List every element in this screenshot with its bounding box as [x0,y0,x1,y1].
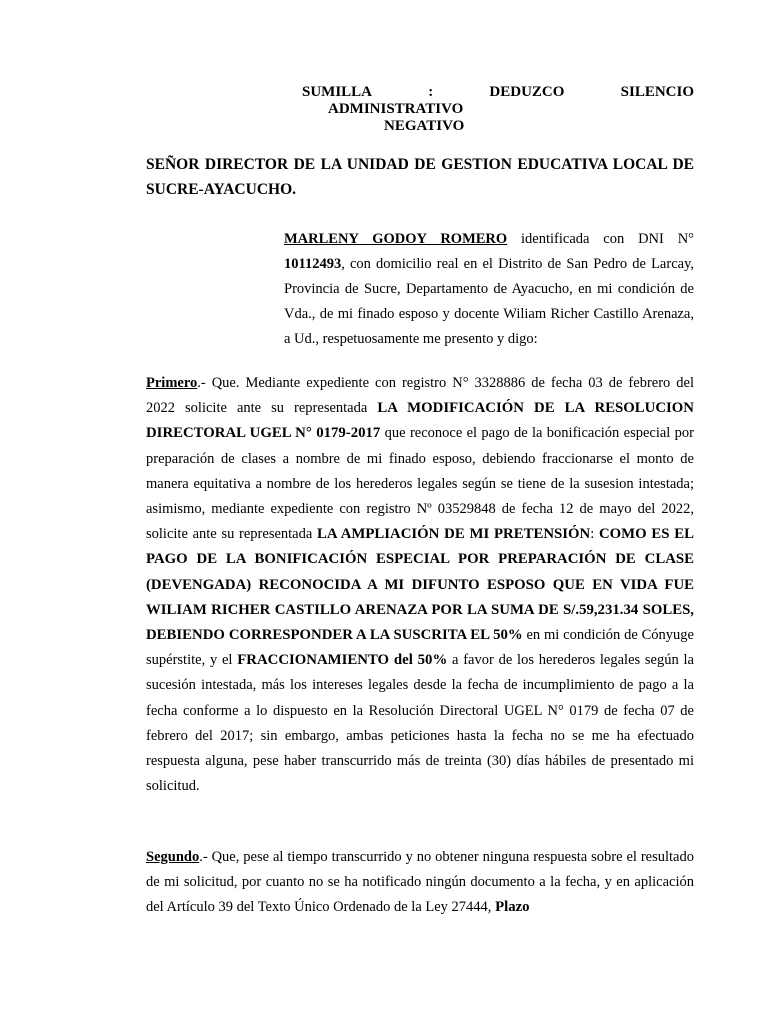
primero-text-4: en mi condición de Cónyuge supérstite, y el [146,627,694,669]
sumilla-word-deduzco: DEDUZCO [489,84,565,100]
primero-bold-2: LA AMPLIACIÓN DE MI PRETENSIÓN [317,526,591,543]
intro-text-2: , con domicilio real en el Distrito de San Pedro de Larcay, Provincia de Sucre, Departamento de Ayacucho, en mi condición de Vda., de mi finado esposo y docente Wiliam Richer Castillo Arenaza, a Ud., respetuosamente me presento y digo: [284,256,694,347]
primero-text-2: que reconoce el pago de la bonificación especial por preparación de clases a nombre de mi finado esposo, debiendo fraccionarse el monto de manera equitativa a nombre de los herederos legales según se tiene de la susesion intestada; asimismo, mediante expediente con registro Nº 03529848 de fecha 12 de mayo del 2022, solicite ante su representada [146,425,694,543]
primero-bold-4: FRACCIONAMIENTO del 50% [237,652,448,669]
segundo-text-1: .- Que, pese al tiempo transcurrido y no obtener ninguna respuesta sobre el resultado de mi solicitud, por cuanto no se ha notificado ningún documento a la fecha, y en aplicación del Artículo 39 del Texto Único Ordenado de la Ley 27444, [146,849,694,916]
primero-bold-1: LA MODIFICACIÓN DE LA RESOLUCION DIRECTORAL UGEL N° 0179-2017 [146,400,694,442]
primero-text-3: : [590,526,599,543]
sumilla-line-3: NEGATIVO [384,118,465,134]
dni-number: 10112493 [284,256,342,272]
primero-text-5: a favor de los herederos legales según la sucesión intestada, más los intereses legales desde la fecha de incumplimiento de pago a la fecha conforme a lo dispuesto en la Resolución Directoral UGEL N° 0179 de fecha 07 de febrero del 2017; sin embargo, ambas peticiones hasta la fecha no se me ha efectuado respuesta alguna, pese haber transcurrido más de treinta (30) días hábiles de presentado mi solicitud. [146,652,694,795]
primero-text-1: .- Que. Mediante expediente con registro N° 3328886 de fecha 03 de febrero del 2022 solicite ante su representada [146,375,694,417]
sumilla-colon: : [428,84,434,100]
sumilla-first-line [302,84,694,101]
addressee-heading: SEÑOR DIRECTOR DE LA UNIDAD DE GESTION EDUCATIVA LOCAL DE SUCRE-AYACUCHO. [146,156,694,198]
sumilla-line-2: ADMINISTRATIVO [328,101,464,117]
sumilla-label: SUMILLA [302,84,373,100]
petitioner-name: MARLENY GODOY ROMERO [284,231,508,247]
paragraph-primero [146,371,694,799]
sumilla-word-silencio: SILENCIO [620,84,694,100]
sumilla-block [302,84,694,135]
intro-text-1: identificada con DNI N° [507,231,694,247]
segundo-heading: Segundo [146,849,200,865]
primero-bold-3: COMO ES EL PAGO DE LA BONIFICACIÓN ESPECIAL POR PREPARACIÓN DE CLASE (DEVENGADA) RECONOCIDA A MI DIFUNTO ESPOSO QUE EN VIDA FUE WILIAM RICHER CASTILLO ARENAZA POR LA SUMA DE S/.59,231.34 SOLES, DEBIENDO CORRESPONDER A LA SUSCRITA EL 50% [146,526,695,644]
intro-paragraph [284,227,694,352]
segundo-bold-1: Plazo [495,899,530,916]
primero-heading: Primero [146,375,198,391]
paragraph-segundo [146,845,694,921]
